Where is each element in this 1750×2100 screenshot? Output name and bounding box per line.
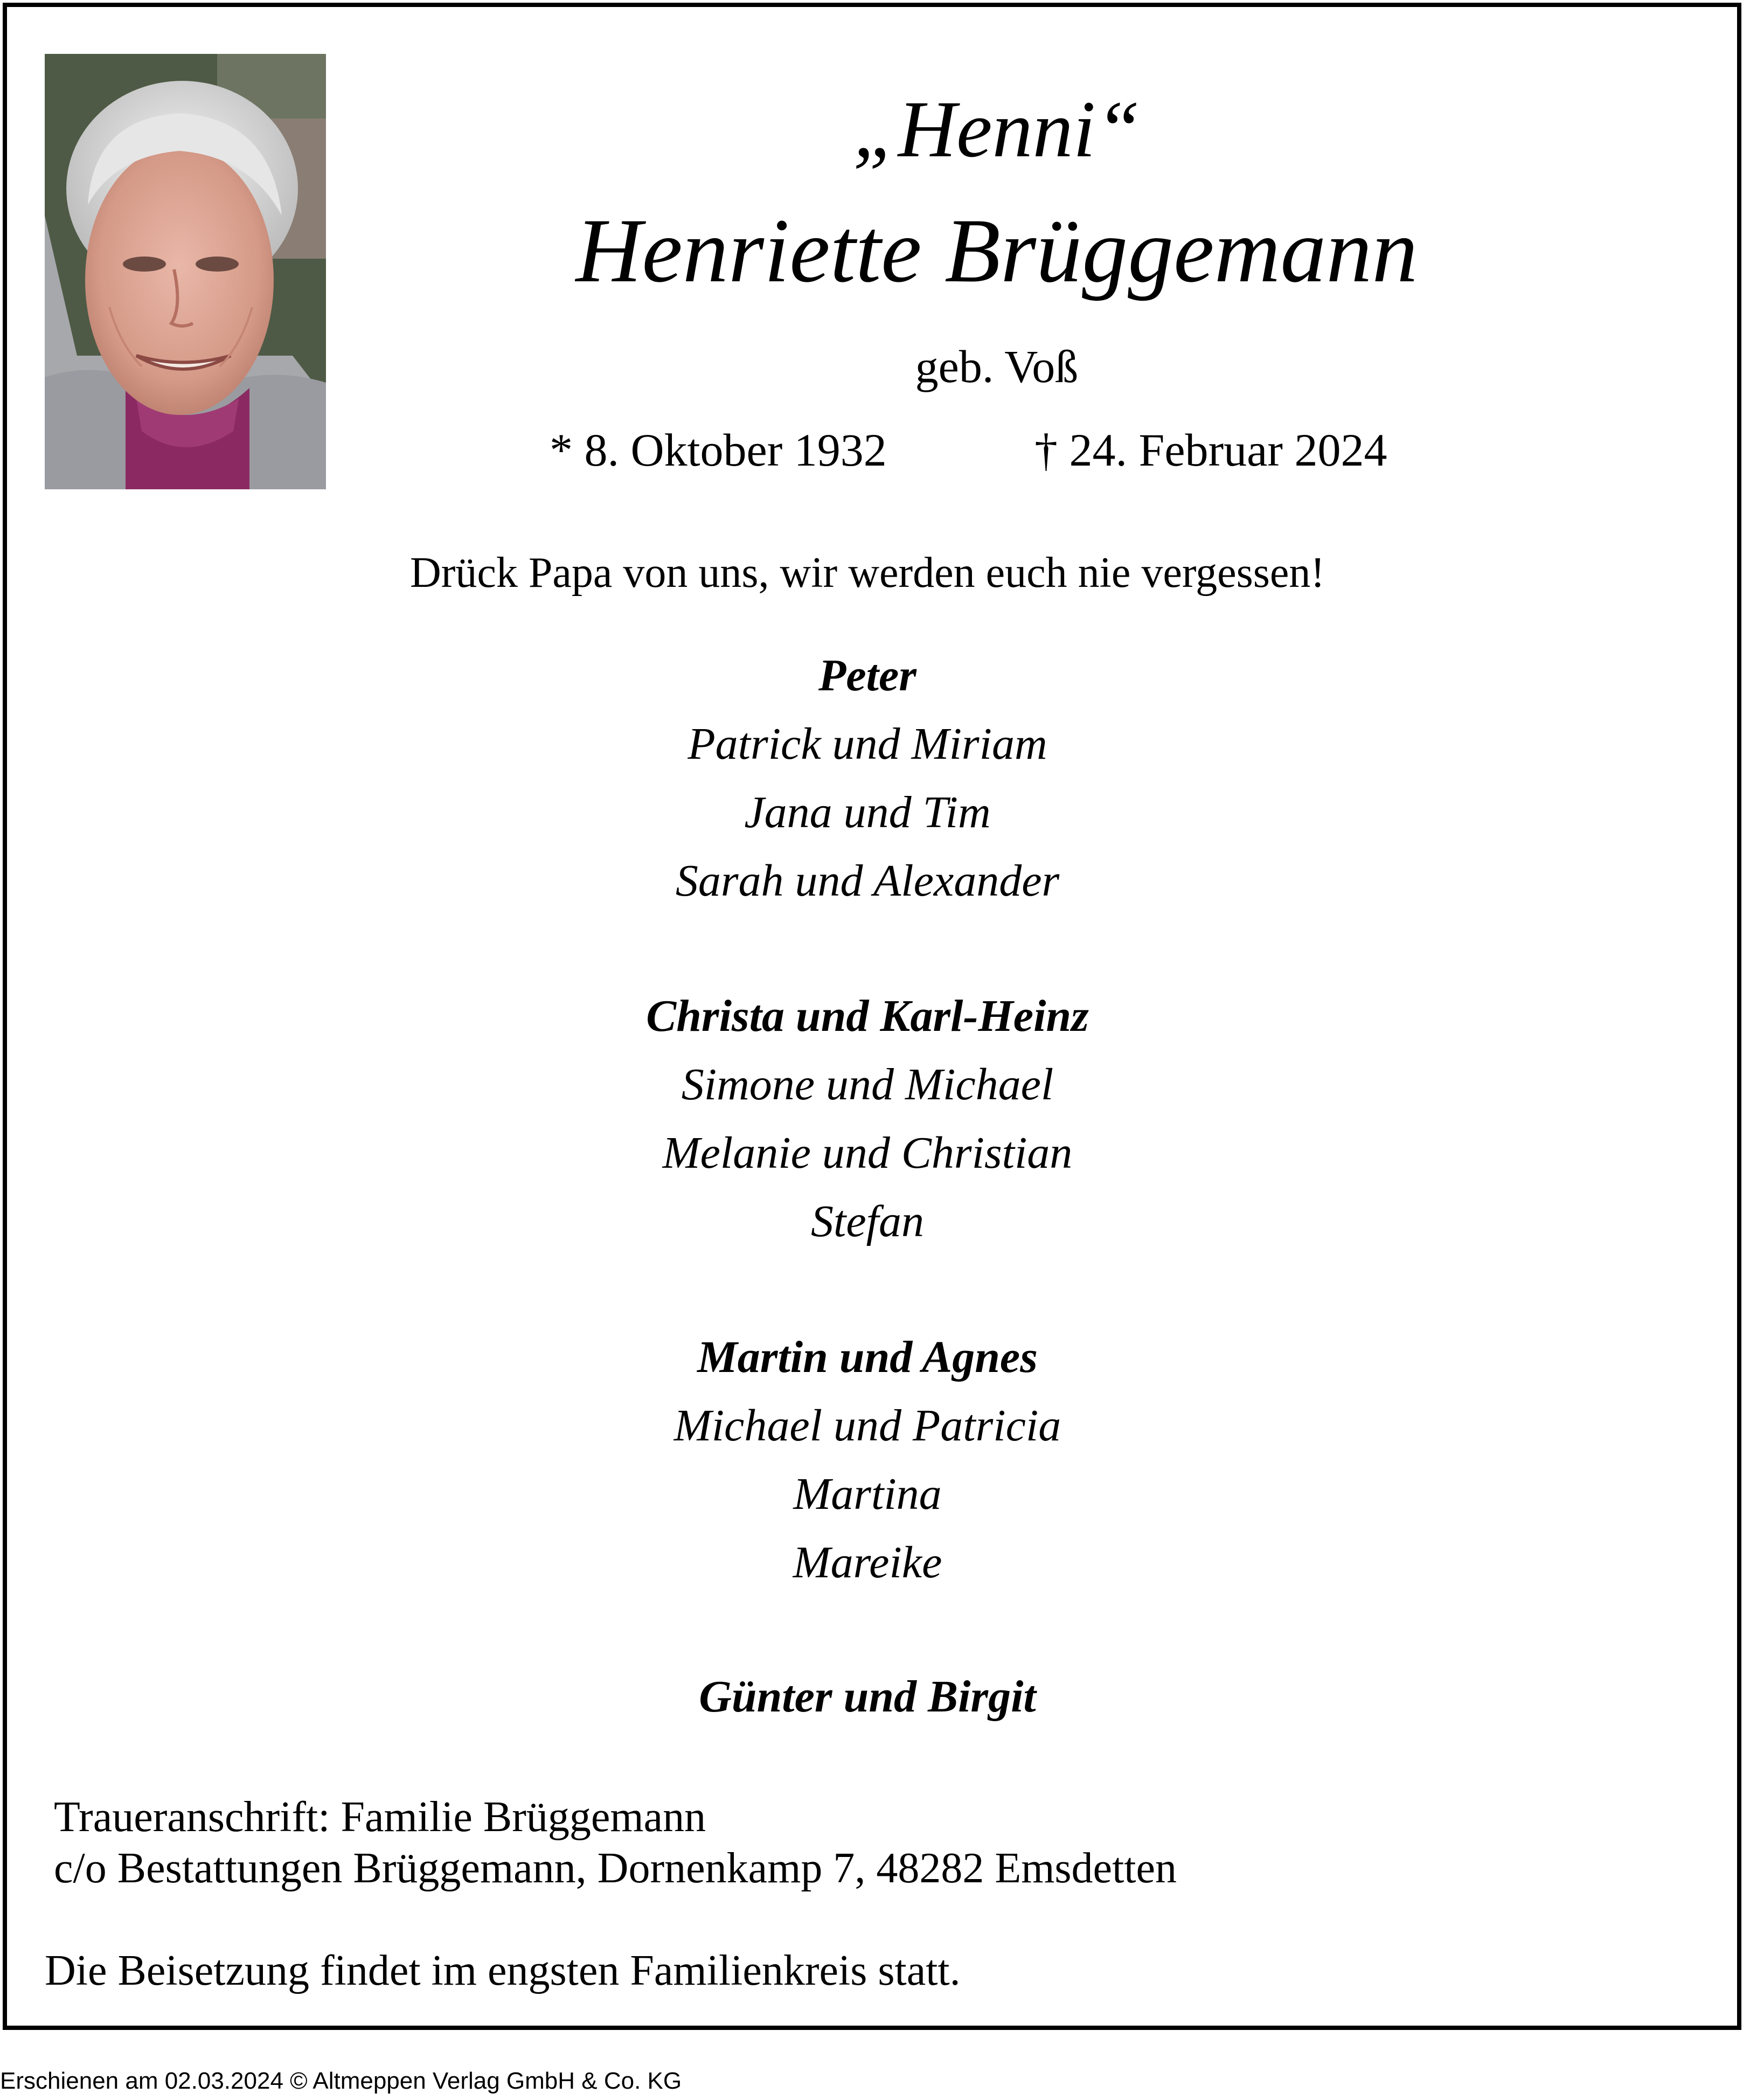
mourning-address [54,1792,1177,1894]
mourner-group-head: Christa und Karl-Heinz [646,991,1089,1041]
life-dates [539,423,1455,482]
mourner-name: Melanie und Christian [662,1128,1073,1178]
mourner-group-head: Martin und Agnes [697,1332,1038,1382]
mourner-name: Michael und Patricia [673,1401,1061,1451]
death-date: † 24. Februar 2024 [1034,424,1387,476]
mourner-group-head: Peter [818,650,916,701]
mourner-group [539,1323,1196,1597]
mourner-name: Sarah und Alexander [675,856,1060,906]
mourner-name: Martina [793,1469,942,1519]
mourner-group [539,641,1196,915]
farewell-quote: Drück Papa von uns, wir werden euch nie vergessen! [409,549,1325,597]
birth-date: * 8. Oktober 1932 [550,424,887,476]
birth-name: geb. Voß [915,341,1079,392]
address-line: Traueranschrift: Familie Brüggemann [54,1793,706,1841]
mourner-group-head: Günter und Birgit [699,1672,1036,1722]
address-line: c/o Bestattungen Brüggemann, Dornenkamp 7, 48282 Emsdetten [54,1845,1177,1892]
mourner-name: Jana und Tim [744,787,991,837]
deceased-name: Henriette Brüggemann [575,200,1418,301]
burial-note: Die Beisetzung findet im engsten Familienkreis statt. [45,1947,961,1994]
mourner-group [539,982,1196,1256]
portrait-photo [45,54,326,489]
mourner-name: Stefan [811,1196,924,1246]
mourner-name: Simone und Michael [681,1059,1054,1110]
nickname: „Henni“ [853,85,1141,174]
publication-footer: Erschienen am 02.03.2024 © Altmeppen Verlag GmbH & Co. KG [0,2068,682,2094]
mourner-name: Patrick und Miriam [688,719,1047,769]
mourner-group [539,1662,1196,1731]
mourner-name: Mareike [793,1537,942,1588]
